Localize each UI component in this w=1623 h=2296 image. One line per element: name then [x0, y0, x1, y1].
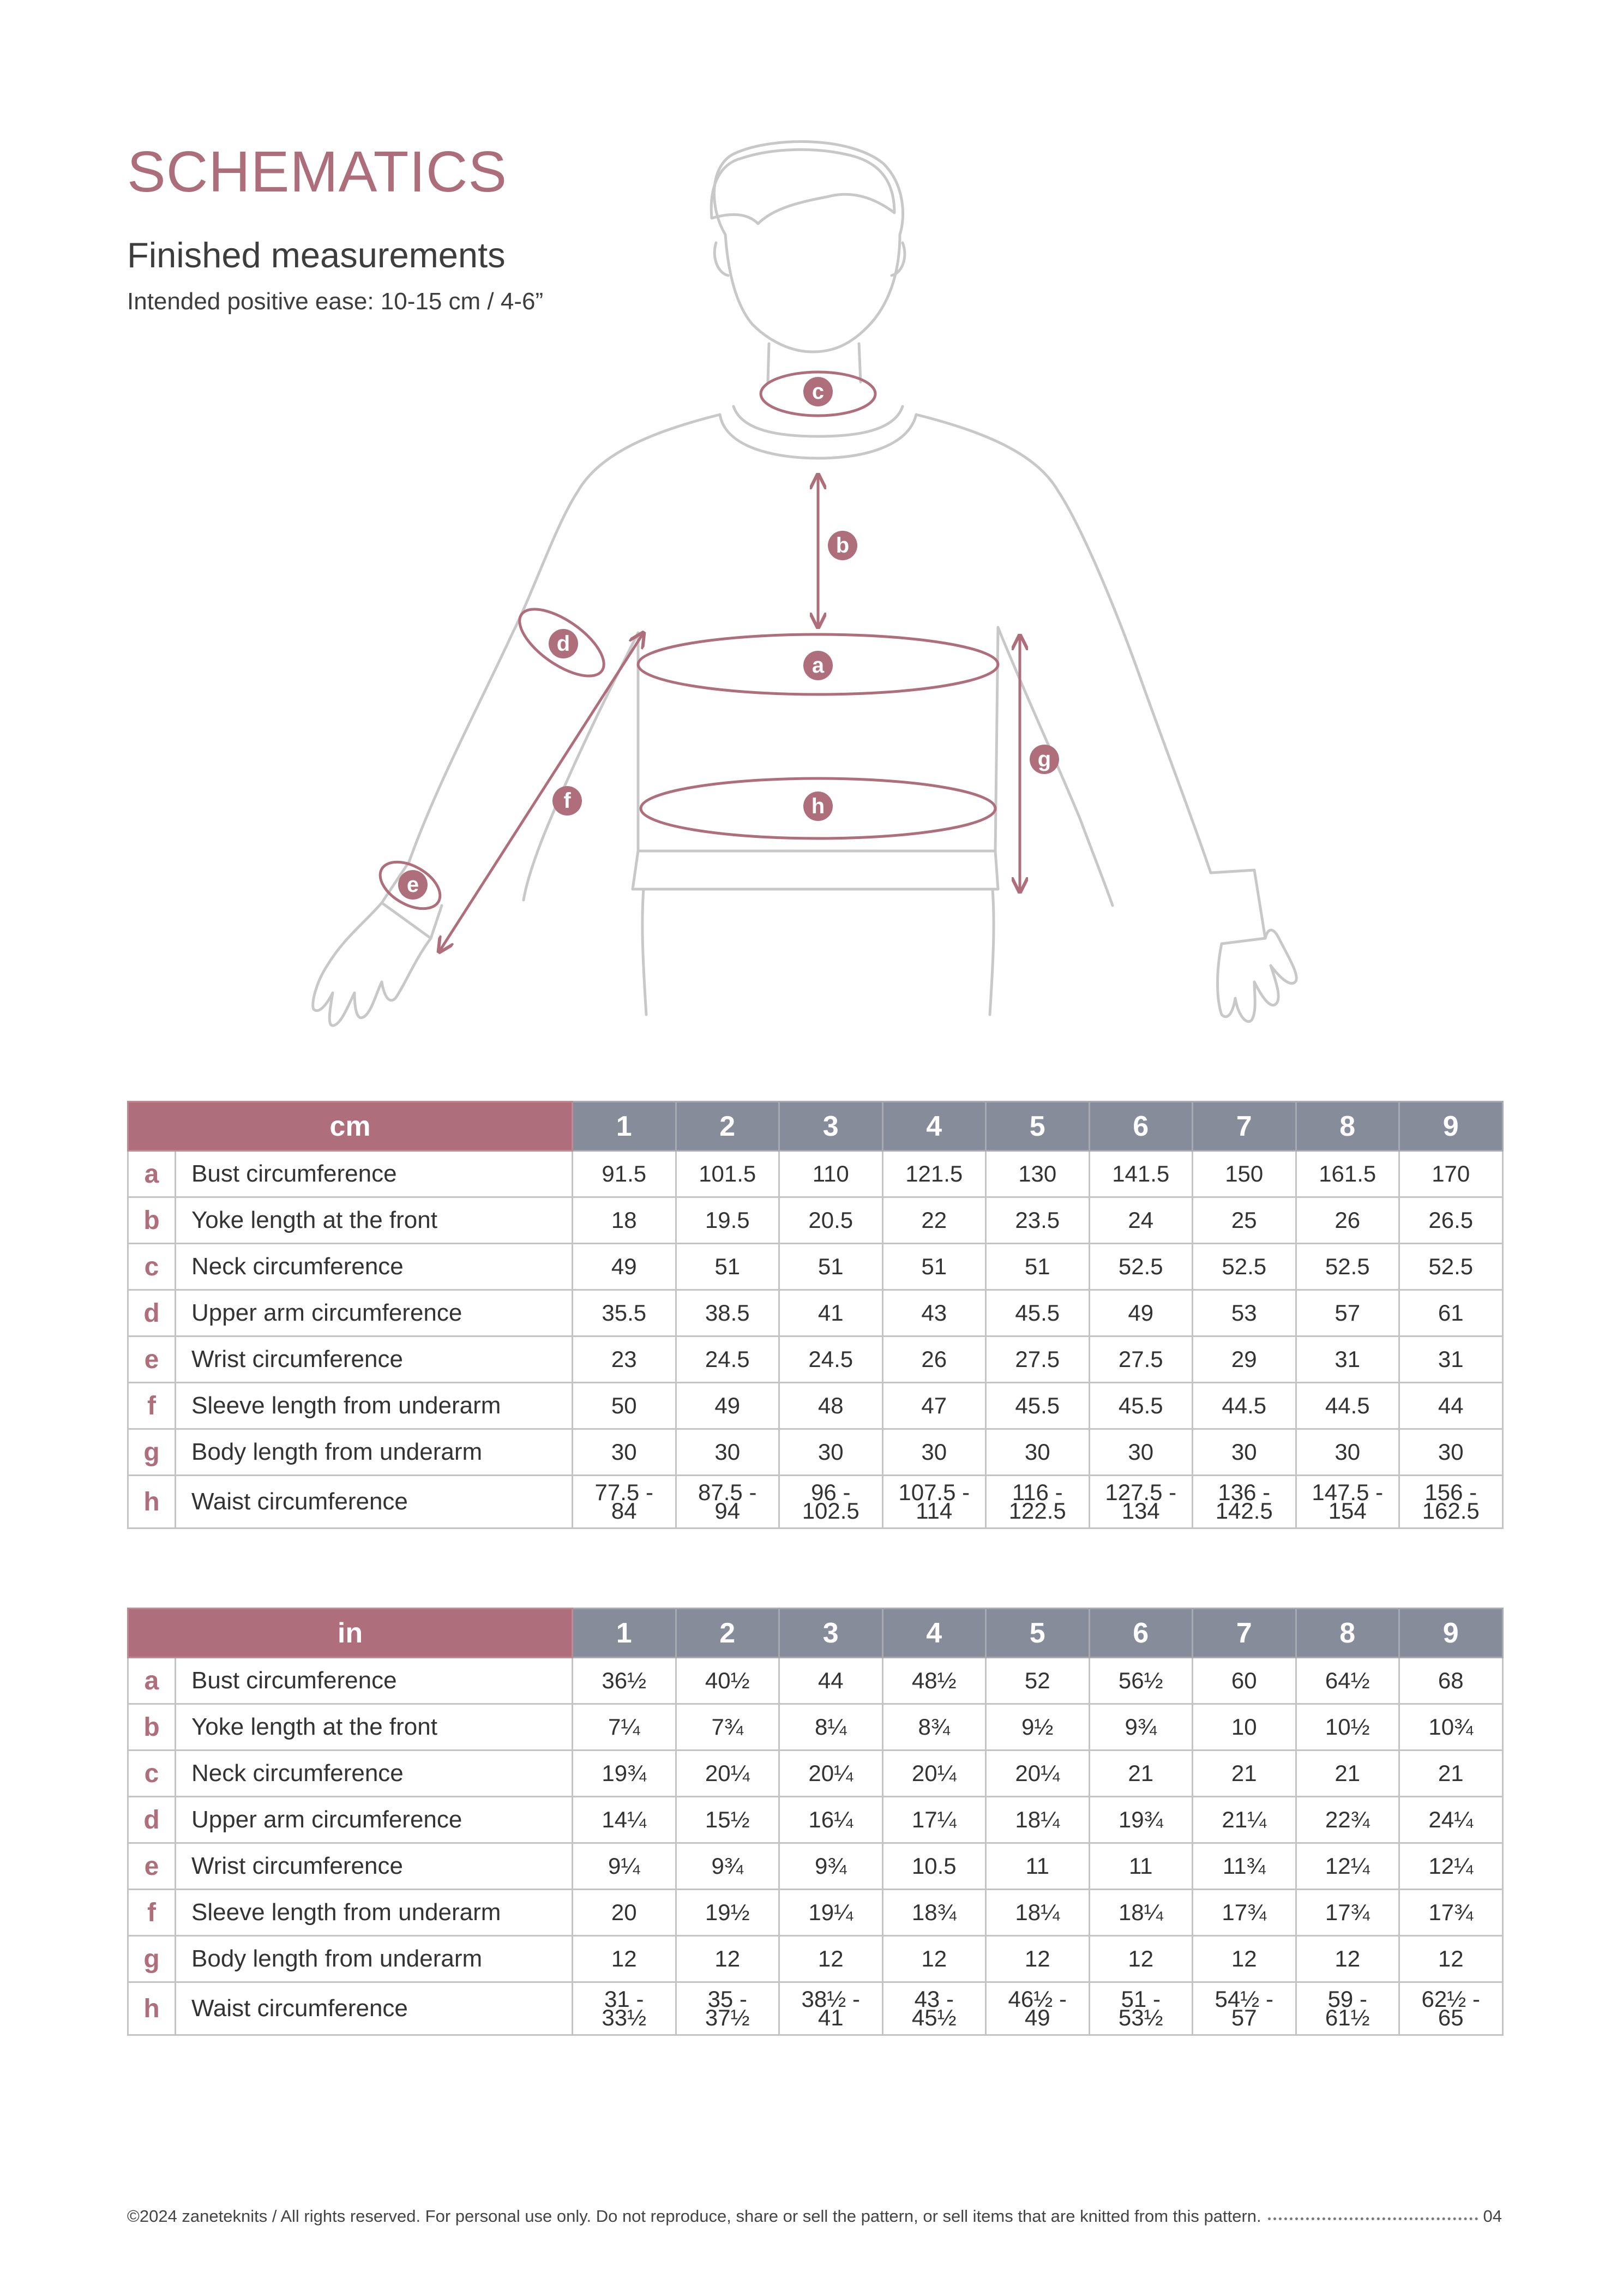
measurement-value: 107.5 - 114: [882, 1476, 986, 1528]
measurement-value: 17¼: [882, 1797, 986, 1843]
measurement-value: 12: [882, 1936, 986, 1982]
svg-text:g: g: [1037, 747, 1051, 771]
measurement-value: 51: [882, 1244, 986, 1290]
measurement-value: 9¾: [1089, 1704, 1193, 1751]
size-header: 7: [1193, 1102, 1296, 1151]
measurement-value: 30: [1296, 1429, 1399, 1476]
table-row: [128, 1797, 1503, 1843]
measurement-key: a: [128, 1658, 176, 1704]
table-row: [128, 1982, 1503, 2035]
measurement-value: 46½ - 49: [986, 1982, 1090, 2035]
measurement-value: 30: [573, 1429, 676, 1476]
measurement-value: 61: [1399, 1290, 1503, 1336]
measurement-value: 43: [882, 1290, 986, 1336]
figure-outline: [313, 142, 1297, 1026]
sweater-schematic-diagram: [294, 136, 1352, 1031]
measurement-value: 20¼: [779, 1751, 883, 1797]
measurement-value: 18: [573, 1197, 676, 1244]
measurement-value: 24.5: [676, 1336, 779, 1383]
size-header: 1: [573, 1102, 676, 1151]
size-header: 6: [1089, 1609, 1193, 1658]
measurement-value: 12¼: [1399, 1843, 1503, 1890]
badge-e: [398, 870, 428, 900]
measurement-value: 27.5: [1089, 1336, 1193, 1383]
measurement-value: 12: [1296, 1936, 1399, 1982]
measurement-value: 19¾: [573, 1751, 676, 1797]
measurement-key: c: [128, 1751, 176, 1797]
measurement-value: 11: [1089, 1843, 1193, 1890]
badge-a: [803, 651, 833, 680]
measurement-label: Bust circumference: [176, 1151, 573, 1197]
measurement-value: 19¼: [779, 1890, 883, 1936]
measurement-label: Yoke length at the front: [176, 1704, 573, 1751]
measurement-label: Upper arm circumference: [176, 1797, 573, 1843]
measurement-label: Wrist circumference: [176, 1336, 573, 1383]
measurement-value: 31: [1296, 1336, 1399, 1383]
measurement-value: 21: [1089, 1751, 1193, 1797]
measurement-value: 8¼: [779, 1704, 883, 1751]
measurement-value: 96 - 102.5: [779, 1476, 883, 1528]
table-row: [128, 1290, 1503, 1336]
size-header: 9: [1399, 1609, 1503, 1658]
measurement-value: 7¾: [676, 1704, 779, 1751]
measurement-value: 54½ - 57: [1193, 1982, 1296, 2035]
footer: [127, 2207, 1502, 2226]
measurement-label: Neck circumference: [176, 1751, 573, 1797]
measurement-value: 20: [573, 1890, 676, 1936]
measurement-value: 116 - 122.5: [986, 1476, 1090, 1528]
measurement-value: 18¼: [1089, 1890, 1193, 1936]
measurement-value: 40½: [676, 1658, 779, 1704]
measurement-value: 68: [1399, 1658, 1503, 1704]
measurement-value: 49: [1089, 1290, 1193, 1336]
svg-text:d: d: [556, 632, 570, 656]
measurement-value: 8¾: [882, 1704, 986, 1751]
measurement-value: 11: [986, 1843, 1090, 1890]
measurement-value: 12: [1193, 1936, 1296, 1982]
measurement-value: 49: [573, 1244, 676, 1290]
measurement-value: 147.5 - 154: [1296, 1476, 1399, 1528]
measurement-value: 44: [779, 1658, 883, 1704]
measurement-value: 31 - 33½: [573, 1982, 676, 2035]
measurement-value: 38½ - 41: [779, 1982, 883, 2035]
measurement-value: 30: [779, 1429, 883, 1476]
measurement-label: Sleeve length from underarm: [176, 1890, 573, 1936]
measurement-key: d: [128, 1797, 176, 1843]
ease-note: Intended positive ease: 10-15 cm / 4-6”: [127, 288, 544, 315]
measurement-label: Yoke length at the front: [176, 1197, 573, 1244]
measurement-value: 18¼: [986, 1797, 1090, 1843]
measurement-value: 26: [882, 1336, 986, 1383]
measurement-value: 10½: [1296, 1704, 1399, 1751]
measurement-key: f: [128, 1383, 176, 1429]
badge-h: [803, 792, 833, 821]
measurement-value: 30: [676, 1429, 779, 1476]
measurement-value: 44.5: [1193, 1383, 1296, 1429]
size-header: 9: [1399, 1102, 1503, 1151]
sleeve-length-arrow: [439, 633, 644, 952]
measurement-value: 24.5: [779, 1336, 883, 1383]
measurement-value: 38.5: [676, 1290, 779, 1336]
measurement-value: 12: [676, 1936, 779, 1982]
badge-d: [549, 629, 578, 658]
measurement-value: 12: [573, 1936, 676, 1982]
size-header: 2: [676, 1102, 779, 1151]
measurement-value: 52.5: [1399, 1244, 1503, 1290]
section-subtitle: Finished measurements: [127, 235, 506, 275]
measurement-value: 52.5: [1089, 1244, 1193, 1290]
measurement-key: g: [128, 1429, 176, 1476]
size-header: 7: [1193, 1609, 1296, 1658]
measurement-value: 53: [1193, 1290, 1296, 1336]
measurement-value: 17¾: [1296, 1890, 1399, 1936]
measurement-value: 18¼: [986, 1890, 1090, 1936]
measurement-value: 27.5: [986, 1336, 1090, 1383]
measurement-value: 57: [1296, 1290, 1399, 1336]
unit-header: cm: [128, 1102, 573, 1151]
size-header: 4: [882, 1102, 986, 1151]
badge-c: [803, 377, 833, 406]
measurement-value: 150: [1193, 1151, 1296, 1197]
measurement-value: 110: [779, 1151, 883, 1197]
measurement-value: 12: [1089, 1936, 1193, 1982]
measurement-label: Body length from underarm: [176, 1936, 573, 1982]
measurement-value: 141.5: [1089, 1151, 1193, 1197]
measurement-label: Body length from underarm: [176, 1429, 573, 1476]
badge-f: [552, 786, 582, 816]
measurement-key: e: [128, 1843, 176, 1890]
size-header: 8: [1296, 1609, 1399, 1658]
measurement-value: 20¼: [882, 1751, 986, 1797]
measurement-value: 59 - 61½: [1296, 1982, 1399, 2035]
table-row: [128, 1383, 1503, 1429]
table-row: [128, 1936, 1503, 1982]
measurement-value: 9¾: [779, 1843, 883, 1890]
measurement-value: 7¼: [573, 1704, 676, 1751]
measurement-value: 30: [986, 1429, 1090, 1476]
measurement-value: 19¾: [1089, 1797, 1193, 1843]
measurement-label: Waist circumference: [176, 1982, 573, 2035]
measurement-value: 101.5: [676, 1151, 779, 1197]
measurement-value: 16¼: [779, 1797, 883, 1843]
measurement-value: 12¼: [1296, 1843, 1399, 1890]
hair: [711, 149, 894, 224]
measurement-label: Wrist circumference: [176, 1843, 573, 1890]
svg-text:a: a: [812, 654, 825, 678]
size-header: 3: [779, 1102, 883, 1151]
measurement-value: 91.5: [573, 1151, 676, 1197]
measurement-key: h: [128, 1982, 176, 2035]
measurement-value: 51 - 53½: [1089, 1982, 1193, 2035]
measurement-value: 52.5: [1193, 1244, 1296, 1290]
measurement-value: 12: [986, 1936, 1090, 1982]
measurement-value: 56½: [1089, 1658, 1193, 1704]
measurement-value: 47: [882, 1383, 986, 1429]
measurement-value: 161.5: [1296, 1151, 1399, 1197]
measurement-label: Sleeve length from underarm: [176, 1383, 573, 1429]
measurement-value: 127.5 - 134: [1089, 1476, 1193, 1528]
measurement-value: 51: [986, 1244, 1090, 1290]
measurement-label: Upper arm circumference: [176, 1290, 573, 1336]
measurement-value: 9½: [986, 1704, 1090, 1751]
size-header-row: [128, 1609, 1503, 1658]
measurement-value: 30: [882, 1429, 986, 1476]
measurement-value: 51: [676, 1244, 779, 1290]
measurement-value: 26: [1296, 1197, 1399, 1244]
measurement-value: 121.5: [882, 1151, 986, 1197]
measurement-value: 12: [779, 1936, 883, 1982]
measurement-value: 41: [779, 1290, 883, 1336]
measurement-value: 36½: [573, 1658, 676, 1704]
leader-dots: [1268, 2217, 1478, 2220]
table-row: [128, 1890, 1503, 1936]
badge-g: [1030, 745, 1059, 774]
measurement-value: 22¾: [1296, 1797, 1399, 1843]
unit-header: in: [128, 1609, 573, 1658]
measurement-value: 21: [1399, 1751, 1503, 1797]
table-row: [128, 1476, 1503, 1528]
measurement-value: 20¼: [986, 1751, 1090, 1797]
size-header: 1: [573, 1609, 676, 1658]
measurement-label: Waist circumference: [176, 1476, 573, 1528]
measurement-value: 44.5: [1296, 1383, 1399, 1429]
measurement-value: 48: [779, 1383, 883, 1429]
measurement-value: 26.5: [1399, 1197, 1503, 1244]
page-title: SCHEMATICS: [127, 140, 508, 204]
measurement-value: 30: [1089, 1429, 1193, 1476]
measurement-value: 22: [882, 1197, 986, 1244]
measurement-value: 52.5: [1296, 1244, 1399, 1290]
measurement-value: 52: [986, 1658, 1090, 1704]
measurement-key: h: [128, 1476, 176, 1528]
measurement-label: Neck circumference: [176, 1244, 573, 1290]
measurement-value: 44: [1399, 1383, 1503, 1429]
measurement-value: 19.5: [676, 1197, 779, 1244]
measurement-key: d: [128, 1290, 176, 1336]
measurement-value: 10: [1193, 1704, 1296, 1751]
measurement-value: 87.5 - 94: [676, 1476, 779, 1528]
measurement-value: 24¼: [1399, 1797, 1503, 1843]
size-header: 2: [676, 1609, 779, 1658]
measurement-value: 30: [1193, 1429, 1296, 1476]
measurement-value: 45.5: [1089, 1383, 1193, 1429]
size-header: 4: [882, 1609, 986, 1658]
measurement-value: 45.5: [986, 1383, 1090, 1429]
measurement-value: 23: [573, 1336, 676, 1383]
size-header: 5: [986, 1102, 1090, 1151]
measurement-value: 20¼: [676, 1751, 779, 1797]
measurement-value: 15½: [676, 1797, 779, 1843]
table-row: [128, 1197, 1503, 1244]
measurement-value: 18¾: [882, 1890, 986, 1936]
measurement-value: 20.5: [779, 1197, 883, 1244]
measurement-value: 21¼: [1193, 1797, 1296, 1843]
measurement-value: 10¾: [1399, 1704, 1503, 1751]
badge-b: [828, 531, 857, 560]
measurement-value: 156 - 162.5: [1399, 1476, 1503, 1528]
svg-text:f: f: [563, 789, 571, 813]
measurement-value: 170: [1399, 1151, 1503, 1197]
measurement-guides: [372, 372, 1020, 952]
table-row: [128, 1151, 1503, 1197]
table-row: [128, 1244, 1503, 1290]
measurement-value: 50: [573, 1383, 676, 1429]
table-row: [128, 1751, 1503, 1797]
size-header: 5: [986, 1609, 1090, 1658]
svg-text:c: c: [812, 380, 825, 404]
measurement-value: 29: [1193, 1336, 1296, 1383]
measurement-value: 19½: [676, 1890, 779, 1936]
measurement-label: Bust circumference: [176, 1658, 573, 1704]
measurement-value: 23.5: [986, 1197, 1090, 1244]
measurement-value: 25: [1193, 1197, 1296, 1244]
measurements-table-cm: [127, 1101, 1504, 1529]
measurement-value: 31: [1399, 1336, 1503, 1383]
measurement-value: 77.5 - 84: [573, 1476, 676, 1528]
measurement-value: 35.5: [573, 1290, 676, 1336]
measurement-value: 30: [1399, 1429, 1503, 1476]
measurements-table-in: [127, 1608, 1504, 2036]
measurement-value: 17¾: [1399, 1890, 1503, 1936]
measurement-value: 9¼: [573, 1843, 676, 1890]
measurement-key: e: [128, 1336, 176, 1383]
table-row: [128, 1658, 1503, 1704]
svg-text:b: b: [835, 533, 850, 557]
measurement-value: 17¾: [1193, 1890, 1296, 1936]
measurement-value: 14¼: [573, 1797, 676, 1843]
measurement-value: 136 - 142.5: [1193, 1476, 1296, 1528]
measurement-value: 43 - 45½: [882, 1982, 986, 2035]
table-row: [128, 1843, 1503, 1890]
measurement-value: 12: [1399, 1936, 1503, 1982]
measurement-key: b: [128, 1197, 176, 1244]
measurement-value: 64½: [1296, 1658, 1399, 1704]
measurement-key: a: [128, 1151, 176, 1197]
svg-text:e: e: [406, 873, 419, 897]
svg-text:h: h: [811, 794, 825, 818]
page-number: 04: [1483, 2207, 1502, 2226]
measurement-value: 24: [1089, 1197, 1193, 1244]
size-header: 8: [1296, 1102, 1399, 1151]
measurement-value: 49: [676, 1383, 779, 1429]
measurement-value: 130: [986, 1151, 1090, 1197]
size-header: 6: [1089, 1102, 1193, 1151]
table-row: [128, 1429, 1503, 1476]
measurement-key: g: [128, 1936, 176, 1982]
measurement-value: 21: [1296, 1751, 1399, 1797]
measurement-value: 48½: [882, 1658, 986, 1704]
table-row: [128, 1704, 1503, 1751]
size-header-row: [128, 1102, 1503, 1151]
size-header: 3: [779, 1609, 883, 1658]
table-row: [128, 1336, 1503, 1383]
measurement-value: 10.5: [882, 1843, 986, 1890]
measurement-value: 9¾: [676, 1843, 779, 1890]
measurement-key: c: [128, 1244, 176, 1290]
measurement-value: 45.5: [986, 1290, 1090, 1336]
measurement-key: b: [128, 1704, 176, 1751]
measurement-value: 62½ - 65: [1399, 1982, 1503, 2035]
measurement-value: 35 - 37½: [676, 1982, 779, 2035]
copyright-text: ©2024 zaneteknits / All rights reserved. For personal use only. Do not reproduce, share or sell the pattern, or sell items that are knitted from this pattern.: [127, 2207, 1261, 2226]
measurement-key: f: [128, 1890, 176, 1936]
measurement-value: 21: [1193, 1751, 1296, 1797]
measurement-value: 51: [779, 1244, 883, 1290]
measurement-value: 60: [1193, 1658, 1296, 1704]
measurement-value: 11¾: [1193, 1843, 1296, 1890]
